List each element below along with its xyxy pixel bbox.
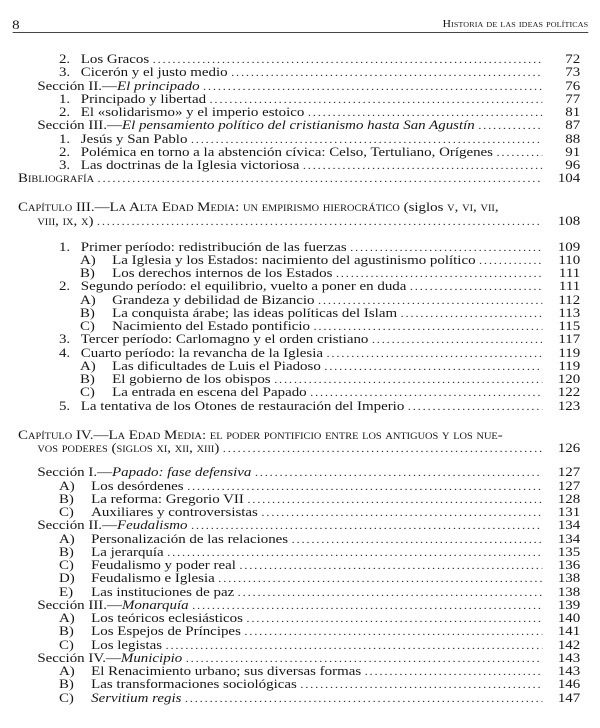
toc-entry[interactable] <box>0 240 580 253</box>
entry-title <box>81 158 303 171</box>
dot-leader <box>98 173 543 186</box>
page-number: 127 <box>557 464 581 480</box>
entry-title <box>112 293 318 306</box>
entry-title <box>91 571 218 584</box>
page-number: 128 <box>557 490 581 506</box>
entry-title-text: Bibliografía <box>18 170 95 186</box>
chapter-title <box>18 428 506 441</box>
entry-title-text: La reforma: Gregorio VII <box>91 490 244 506</box>
entry-title-text: Sección III.— <box>37 117 122 133</box>
entry-title <box>91 492 247 505</box>
entry-title-text: Tercer período: Carlomagno y el orden cristiano <box>80 331 369 347</box>
entry-marker: C) <box>58 504 74 519</box>
entry-marker: 1. <box>58 238 71 254</box>
toc-entry[interactable] <box>0 253 580 266</box>
entry-title <box>112 372 274 385</box>
dot-leader <box>185 693 542 706</box>
entry-title <box>91 611 246 624</box>
page-number: 110 <box>558 251 581 267</box>
dot-leader <box>231 67 542 80</box>
entry-marker: B) <box>58 623 74 639</box>
entry-title <box>91 664 364 677</box>
toc-entry[interactable] <box>0 518 580 531</box>
page-number: 127 <box>557 477 581 493</box>
chapter-heading[interactable] <box>0 428 580 441</box>
toc-entry[interactable] <box>0 306 580 319</box>
page-number: 91 <box>565 143 581 159</box>
entry-title-text: Cicerón y el justo medio <box>80 64 228 80</box>
entry-marker: 1. <box>58 90 71 106</box>
dot-leader <box>372 334 542 347</box>
entry-marker: A) <box>79 291 96 307</box>
toc-entry[interactable] <box>0 293 580 306</box>
page-number: 8 <box>12 17 20 32</box>
entry-title-text: Los Espejos de Príncipes <box>91 623 241 639</box>
entry-title <box>37 79 203 92</box>
dot-leader <box>274 374 542 387</box>
entry-title <box>37 118 478 131</box>
toc-entry[interactable] <box>0 532 580 545</box>
toc-entry[interactable] <box>0 558 580 571</box>
entry-title <box>91 479 187 492</box>
page-number: 119 <box>558 344 581 360</box>
entry-title <box>81 92 210 105</box>
toc-entry[interactable] <box>0 105 580 118</box>
heading-text: vos poderes (siglos xi, xii, xiii) <box>37 440 220 455</box>
dot-leader <box>203 81 542 94</box>
toc-entry[interactable] <box>0 399 580 412</box>
entry-title <box>81 105 308 118</box>
heading-text: (siglos <box>403 199 448 215</box>
dot-leader <box>255 467 542 480</box>
entry-title <box>37 651 185 664</box>
dot-leader <box>261 507 542 520</box>
entry-title-text: El «solidarismo» y el imperio estoico <box>80 104 305 119</box>
entry-title-text: Las dificultades de Luis el Piadoso <box>112 357 321 373</box>
toc-entry[interactable] <box>0 545 580 558</box>
dot-leader <box>97 216 542 229</box>
toc-entry[interactable] <box>0 651 580 664</box>
toc-entry[interactable] <box>0 677 580 690</box>
page-number: 140 <box>557 610 581 625</box>
page-number: 120 <box>557 371 581 386</box>
toc-entry[interactable] <box>0 598 580 611</box>
entry-marker: C) <box>79 318 95 333</box>
entry-title-text: Sección IV.— <box>37 649 121 665</box>
toc-entry[interactable] <box>0 372 580 385</box>
entry-title-text: Grandeza y debilidad de Bizancio <box>112 291 315 307</box>
page-number: 138 <box>557 583 581 599</box>
entry-marker: 2. <box>58 51 71 66</box>
toc-entry[interactable] <box>0 79 580 92</box>
entry-title <box>37 518 191 531</box>
entry-title-italic: Municipio <box>120 649 183 665</box>
chapter-heading-continued[interactable] <box>0 441 580 454</box>
entry-marker: 2. <box>58 143 71 159</box>
dot-leader <box>408 401 543 414</box>
entry-title <box>91 585 238 598</box>
entry-marker: B) <box>79 265 95 280</box>
page-number: 73 <box>565 64 581 80</box>
entry-title-text: Feudalismo e Iglesia <box>91 570 215 586</box>
toc-entry[interactable] <box>0 691 580 704</box>
toc-entry[interactable] <box>0 118 580 131</box>
entry-marker: E) <box>58 583 74 599</box>
page-number: 141 <box>557 623 581 639</box>
toc-entry[interactable] <box>0 359 580 372</box>
entry-title <box>91 691 185 704</box>
page-number: 143 <box>557 663 581 678</box>
toc-entry[interactable] <box>0 132 580 145</box>
entry-title-text: La tentativa de los Otones de restauración del Imperio <box>80 397 405 413</box>
entry-title-italic: El principado <box>116 77 200 93</box>
entry-title-text: La conquista árabe; las ideas políticas del Islam <box>112 304 398 320</box>
toc-entry[interactable] <box>0 52 580 65</box>
page-number: 112 <box>558 291 581 307</box>
entry-title <box>112 266 336 279</box>
entry-title <box>91 677 300 690</box>
page-number: 77 <box>565 90 581 106</box>
entry-marker: B) <box>79 371 95 386</box>
page-number: 108 <box>557 212 581 228</box>
entry-marker: B) <box>79 304 95 320</box>
page-number: 119 <box>558 357 581 373</box>
page-number: 111 <box>558 278 581 294</box>
entry-marker: B) <box>58 543 74 559</box>
entry-title-text: Polémica en torno a la abstención cívica: Celso, Tertuliano, Orígenes <box>80 143 494 159</box>
toc-entry[interactable] <box>0 65 580 78</box>
heading-text: v, vi, vii, <box>447 199 499 215</box>
header-rule <box>12 32 588 33</box>
entry-title <box>91 638 165 651</box>
entry-marker: B) <box>58 490 74 506</box>
entry-title-text: La jerarquía <box>91 543 164 559</box>
toc-entry[interactable] <box>0 624 580 637</box>
entry-marker: C) <box>58 689 74 705</box>
entry-title <box>81 332 372 345</box>
entry-title-text: Los legistas <box>91 636 163 652</box>
chapter-title <box>37 441 222 454</box>
chapter-title <box>37 214 97 227</box>
page-number: 88 <box>565 130 581 146</box>
entry-title-text: Principado y libertad <box>80 90 207 106</box>
dot-leader <box>479 255 542 268</box>
toc-entry[interactable] <box>0 479 580 492</box>
dot-leader <box>478 120 542 133</box>
entry-title <box>91 505 261 518</box>
entry-title <box>81 346 327 359</box>
entry-marker: 3. <box>58 331 71 347</box>
toc-entry[interactable] <box>0 664 580 677</box>
entry-title-text: La Iglesia y los Estados: nacimiento del agustinismo político <box>112 251 476 267</box>
entry-marker: 3. <box>58 157 71 172</box>
entry-title <box>81 279 410 292</box>
entry-title-text: Sección III.— <box>37 596 122 612</box>
page-number: 146 <box>557 676 581 692</box>
toc-entry[interactable] <box>0 319 580 332</box>
entry-title-text: Sección II.— <box>37 77 117 93</box>
entry-title-italic: Papado: fase defensiva <box>112 464 252 480</box>
entry-title <box>37 598 192 611</box>
entry-title-italic: Servitium regis <box>91 689 182 705</box>
toc-entry[interactable] <box>0 465 580 478</box>
entry-title <box>91 558 239 571</box>
entry-title-text: Las doctrinas de la Iglesia victoriosa <box>80 157 300 172</box>
entry-marker: A) <box>58 477 75 493</box>
entry-marker: 4. <box>58 344 71 360</box>
entry-marker: A) <box>58 663 75 678</box>
toc-entry[interactable] <box>0 266 580 279</box>
toc-entry[interactable] <box>0 611 580 624</box>
entry-marker: A) <box>58 530 75 546</box>
dot-leader <box>239 560 542 573</box>
page-number: 109 <box>557 238 581 254</box>
page-number: 139 <box>557 596 581 612</box>
page-number: 96 <box>565 157 581 172</box>
chapter-title <box>18 200 502 213</box>
page-number: 142 <box>557 636 581 652</box>
entry-marker: 2. <box>58 104 71 119</box>
entry-title-text: El gobierno de los obispos <box>112 371 271 386</box>
entry-title <box>81 52 153 65</box>
page-number: 104 <box>557 170 581 186</box>
entry-title-text: Nacimiento del Estado pontificio <box>112 318 311 333</box>
heading-text: viii, ix, x) <box>37 212 94 228</box>
dot-leader <box>166 640 543 653</box>
toc-entry[interactable] <box>0 171 580 184</box>
toc-entry[interactable] <box>0 638 580 651</box>
page-number: 113 <box>558 304 581 320</box>
entry-title <box>81 399 408 412</box>
page-number: 76 <box>565 77 581 93</box>
page-number: 147 <box>557 689 581 705</box>
entry-title <box>91 624 244 637</box>
heading-text: Capítulo III.—La Alta Edad Media: un empirismo hierocrático <box>18 199 404 215</box>
entry-marker: C) <box>58 557 74 572</box>
entry-title-text: Sección I.— <box>37 464 113 480</box>
dot-leader <box>303 160 543 173</box>
page-number: 87 <box>565 117 581 133</box>
page-number: 115 <box>558 318 581 333</box>
entry-title-text: Las instituciones de paz <box>91 583 235 599</box>
entry-title <box>91 545 167 558</box>
page-number: 126 <box>557 440 581 455</box>
entry-marker: A) <box>79 357 96 373</box>
entry-marker: 1. <box>58 130 71 146</box>
heading-text: Capítulo IV.—La Edad Media: el poder pontificio entre los antiguos y los nue- <box>18 426 503 442</box>
entry-title-text: Los teóricos eclesiásticos <box>91 610 243 625</box>
entry-title-text: Las transformaciones sociológicas <box>91 676 297 692</box>
page-number: 134 <box>557 530 581 546</box>
toc-entry[interactable] <box>0 279 580 292</box>
entry-title-italic: Feudalismo <box>116 517 188 533</box>
page-number: 72 <box>565 51 581 66</box>
entry-title-text: Los Gracos <box>80 51 150 66</box>
entry-title <box>37 465 255 478</box>
entry-title-text: Jesús y San Pablo <box>80 130 188 146</box>
entry-title-italic: Monarquía <box>121 596 189 612</box>
entry-title <box>81 65 231 78</box>
dot-leader <box>238 587 543 600</box>
dot-leader <box>247 494 542 507</box>
toc-entry[interactable] <box>0 505 580 518</box>
page-number: 111 <box>558 265 581 280</box>
entry-marker: C) <box>79 384 95 400</box>
entry-marker: 3. <box>58 64 71 80</box>
page-number: 131 <box>557 504 581 519</box>
page-number: 122 <box>557 384 581 400</box>
entry-title <box>112 253 479 266</box>
dot-leader <box>223 443 543 456</box>
entry-marker: B) <box>58 676 74 692</box>
entry-title-text: Sección II.— <box>37 517 117 533</box>
entry-marker: 5. <box>58 397 71 413</box>
entry-title <box>81 240 350 253</box>
entry-marker: D) <box>58 570 75 586</box>
dot-leader <box>496 147 542 160</box>
entry-title-text: Auxiliares y controversistas <box>91 504 258 519</box>
entry-title-text: Primer período: redistribución de las fuerzas <box>80 238 347 254</box>
dot-leader <box>326 348 542 361</box>
page-number: 136 <box>557 557 581 572</box>
entry-title <box>18 171 97 184</box>
toc-entry[interactable] <box>0 158 580 171</box>
entry-title-text: Cuarto período: la revancha de la Iglesia <box>80 344 323 360</box>
entry-title-italic: El pensamiento político del cristianismo hasta San Agustín <box>121 117 475 133</box>
page-number: 117 <box>558 331 581 347</box>
entry-title-text: Los derechos internos de los Estados <box>112 265 333 280</box>
page-number: 135 <box>557 543 581 559</box>
dot-leader <box>292 534 543 547</box>
entry-title <box>81 132 191 145</box>
entry-title <box>112 306 400 319</box>
dot-leader <box>300 679 542 692</box>
entry-title-text: Los desórdenes <box>91 477 184 493</box>
toc-entry[interactable] <box>0 571 580 584</box>
chapter-heading-continued[interactable] <box>0 214 580 227</box>
page-number: 123 <box>557 397 581 413</box>
entry-title <box>91 532 291 545</box>
toc-entry[interactable] <box>0 385 580 398</box>
dot-leader <box>410 281 542 294</box>
entry-marker: C) <box>58 636 74 652</box>
entry-marker: 2. <box>58 278 71 294</box>
entry-title <box>112 359 324 372</box>
entry-title-text: El Renacimiento urbano; sus diversas formas <box>91 663 362 678</box>
chapter-heading[interactable] <box>0 200 580 213</box>
toc-entry[interactable] <box>0 492 580 505</box>
table-of-contents <box>0 52 580 704</box>
running-title: Historia de las ideas políticas <box>442 19 589 30</box>
page-number: 143 <box>557 649 581 665</box>
entry-title <box>81 145 497 158</box>
entry-title-text: La entrada en escena del Papado <box>112 384 307 400</box>
entry-marker: A) <box>79 251 96 267</box>
page-number: 138 <box>557 570 581 586</box>
toc-entry[interactable] <box>0 585 580 598</box>
entry-title-text: Personalización de las relaciones <box>91 530 289 546</box>
dot-leader <box>365 666 543 679</box>
dot-leader <box>246 613 542 626</box>
toc-entry[interactable] <box>0 92 580 105</box>
dot-leader <box>244 626 542 639</box>
entry-marker: A) <box>58 610 75 625</box>
entry-title <box>112 319 313 332</box>
toc-entry[interactable] <box>0 332 580 345</box>
toc-entry[interactable] <box>0 346 580 359</box>
toc-entry[interactable] <box>0 145 580 158</box>
dot-leader <box>401 308 543 321</box>
page-number: 81 <box>565 104 581 119</box>
entry-title-text: Segundo período: el equilibrio, vuelto a poner en duda <box>80 278 407 294</box>
entry-title <box>112 385 310 398</box>
page-number: 134 <box>557 517 581 533</box>
dot-leader <box>324 361 542 374</box>
dot-leader <box>218 573 542 586</box>
entry-title-text: Feudalismo y poder real <box>91 557 236 572</box>
